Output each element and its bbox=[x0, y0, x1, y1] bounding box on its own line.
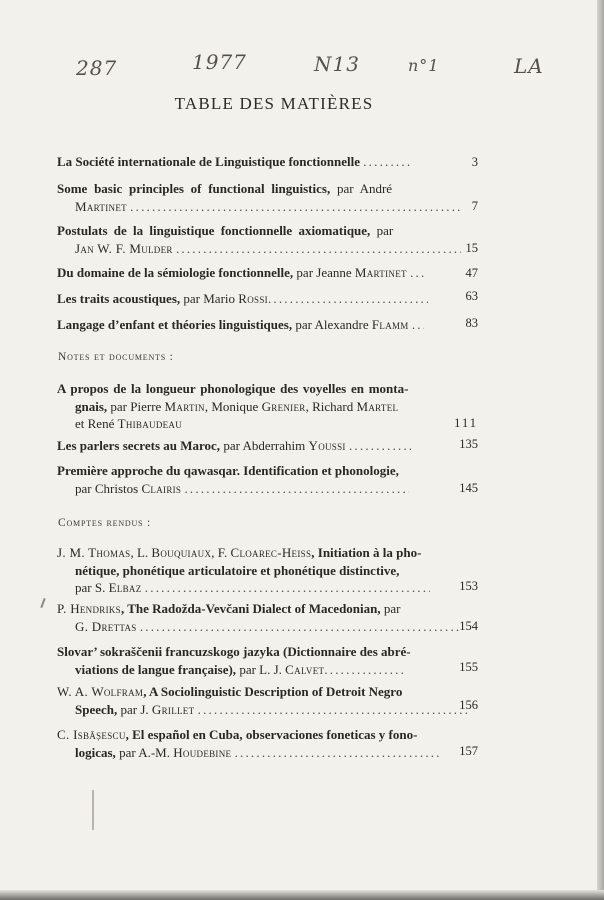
entry-author: Clairis bbox=[141, 480, 182, 496]
page-number: 83 bbox=[465, 316, 478, 330]
page-edge-bottom bbox=[0, 890, 604, 900]
entry-by: par Alexandre bbox=[295, 317, 369, 332]
entry-author: Flamm bbox=[371, 317, 409, 332]
entry-by: , Monique bbox=[204, 398, 259, 414]
page-number: 135 bbox=[459, 437, 478, 451]
toc-entry bbox=[57, 600, 487, 635]
entry-sep: , L. bbox=[130, 545, 149, 560]
entry-title-cont: gnais, bbox=[75, 398, 108, 414]
page-number: 155 bbox=[459, 660, 478, 674]
entry-title-cont: logicas, bbox=[75, 744, 116, 760]
margin-mark bbox=[40, 598, 45, 608]
leader-dots bbox=[198, 701, 468, 719]
entry-by: par S. bbox=[75, 580, 106, 595]
section-heading-comptes: Comptes rendus : bbox=[58, 517, 151, 529]
entry-author: Bouquiaux bbox=[151, 545, 212, 560]
page-number: 63 bbox=[465, 289, 478, 303]
page-number: 156 bbox=[459, 698, 478, 712]
toc-entry bbox=[57, 643, 487, 678]
page-number: 3 bbox=[471, 155, 478, 169]
handwritten-note-4: n°1 bbox=[408, 56, 440, 75]
page-title: TABLE DES MATIÈRES bbox=[174, 94, 374, 113]
section-heading-notes: Notes et documents : bbox=[58, 351, 174, 363]
entry-author: Jan W. F. Mulder bbox=[75, 240, 173, 256]
toc-entry bbox=[57, 462, 487, 497]
entry-author: J. M. Thomas bbox=[57, 545, 131, 560]
handwritten-note-5: LA bbox=[514, 54, 544, 78]
entry-author: Calvet bbox=[285, 661, 325, 677]
margin-mark bbox=[92, 790, 94, 830]
toc-entry bbox=[57, 380, 487, 433]
entry-author: Houdebine bbox=[173, 744, 232, 760]
entry-by: par bbox=[383, 601, 401, 616]
toc-entry bbox=[57, 180, 487, 215]
toc-entry bbox=[57, 222, 487, 257]
toc-entry bbox=[57, 153, 487, 171]
toc-entry bbox=[57, 264, 487, 282]
entry-title: , The Radožda-Vevčani Dialect of Macedonian, bbox=[120, 601, 381, 616]
entry-title: Postulats de la linguistique fonctionnelle axiomatique, bbox=[57, 223, 371, 238]
entry-author: W. A. Wolfram bbox=[57, 684, 144, 699]
leader-dots bbox=[176, 240, 461, 258]
leader-dots bbox=[268, 290, 428, 308]
page-number: 145 bbox=[459, 481, 478, 495]
entry-by: par Pierre bbox=[110, 398, 162, 414]
entry-author: C. Isbășescu bbox=[57, 727, 126, 742]
entry-author: P. Hendriks bbox=[57, 601, 121, 616]
entry-title: Les parlers secrets au Maroc, bbox=[57, 438, 221, 453]
entry-title: , Initiation à la pho- bbox=[311, 545, 422, 560]
entry-author: Thibaudeau bbox=[117, 416, 183, 431]
entry-title: , A Sociolinguistic Description of Detroit Negro bbox=[143, 684, 403, 699]
entry-author: Martinet bbox=[354, 265, 407, 280]
entry-by: par André bbox=[336, 181, 393, 196]
entry-author: Grillet bbox=[151, 701, 195, 717]
entry-title: Slovar’ sokraščenii francuzskogo jazyka (Dictionnaire des abré- bbox=[57, 644, 411, 659]
toc-entry bbox=[57, 290, 487, 308]
entry-sep: , F. bbox=[211, 545, 228, 560]
page-number: 154 bbox=[459, 619, 478, 633]
leader-dots bbox=[324, 661, 406, 679]
entry-title-cont: nétique, phonétique articulatoire et phonétique distinctive, bbox=[75, 562, 400, 578]
entry-by: par Abderrahim bbox=[223, 438, 306, 453]
leader-dots bbox=[145, 579, 430, 597]
entry-author: Cloarec-Heiss bbox=[230, 545, 312, 560]
entry-title: Du domaine de la sémiologie fonctionnelle, bbox=[57, 265, 294, 280]
leader-dots bbox=[130, 198, 460, 216]
leader-dots bbox=[140, 618, 460, 636]
entry-title: , El español en Cuba, observaciones foneticas y fono- bbox=[125, 727, 418, 742]
toc-entry bbox=[57, 683, 487, 718]
entry-author: Youssi bbox=[308, 438, 346, 453]
entry-author: Rossi bbox=[238, 291, 268, 306]
entry-by: par Jeanne bbox=[296, 265, 352, 280]
entry-by: et René bbox=[75, 416, 115, 431]
entry-by: par J. bbox=[120, 701, 149, 717]
handwritten-note-3: N13 bbox=[314, 52, 360, 76]
entry-by: par L. J. bbox=[239, 661, 282, 677]
page-number: 7 bbox=[471, 199, 478, 213]
leader-dots bbox=[349, 437, 411, 455]
handwritten-note-1: 287 bbox=[76, 56, 118, 80]
entry-title: Les traits acoustiques, bbox=[57, 291, 181, 306]
entry-title: Première approche du qawasqar. Identification et phonologie, bbox=[57, 463, 399, 478]
entry-by: par Mario bbox=[183, 291, 236, 306]
leader-dots bbox=[410, 264, 424, 282]
page-number: 47 bbox=[465, 266, 478, 280]
page-edge-right bbox=[597, 0, 604, 900]
entry-title: A propos de la longueur phonologique des voyelles en monta- bbox=[57, 381, 409, 396]
entry-author: Martin bbox=[164, 398, 205, 414]
page-number: 153 bbox=[459, 579, 478, 593]
toc-entry bbox=[57, 316, 487, 334]
entry-title: Langage d’enfant et théories linguistiques, bbox=[57, 317, 293, 332]
toc-entry bbox=[57, 437, 487, 455]
toc-entry bbox=[57, 726, 487, 761]
entry-author: G. Drettas bbox=[75, 618, 137, 634]
entry-by: par bbox=[376, 223, 394, 238]
entry-title: Some basic principles of functional linguistics, bbox=[57, 181, 331, 196]
handwritten-note-2: 1977 bbox=[192, 50, 247, 74]
leader-dots bbox=[235, 744, 440, 762]
leader-dots bbox=[363, 153, 413, 171]
entry-author: Grenier bbox=[261, 398, 306, 414]
entry-by: , Richard bbox=[305, 398, 354, 414]
entry-by: par A.-M. bbox=[119, 744, 170, 760]
entry-by: par Christos bbox=[75, 480, 139, 496]
page-number: 111 bbox=[454, 416, 478, 430]
leader-dots bbox=[184, 480, 409, 498]
page-number: 15 bbox=[465, 241, 478, 255]
page-number: 157 bbox=[459, 744, 478, 758]
entry-author: Elbaz bbox=[108, 580, 142, 595]
entry-author: Martinet bbox=[75, 198, 127, 214]
entry-title: La Société internationale de Linguistique fonctionnelle bbox=[57, 154, 360, 169]
entry-author: Martel bbox=[356, 398, 399, 414]
entry-title-cont: viations de langue française), bbox=[75, 661, 237, 677]
toc-entry bbox=[57, 544, 487, 597]
entry-title-cont: Speech, bbox=[75, 701, 118, 717]
leader-dots bbox=[412, 316, 424, 334]
